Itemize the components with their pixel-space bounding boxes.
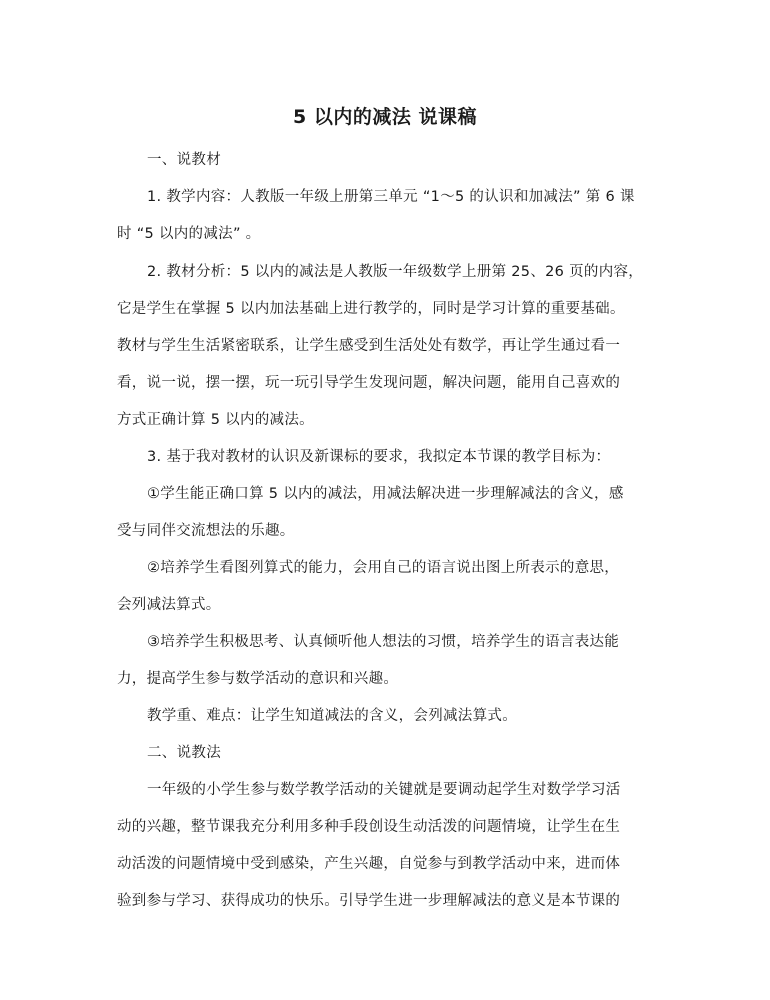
- paragraph-line: 3. 基于我对教材的认识及新课标的要求，我拟定本节课的教学目标为：: [147, 449, 611, 465]
- paragraph-line: 教学重、难点：让学生知道减法的含义，会列减法算式。: [147, 708, 517, 724]
- paragraph-line: 验到参与学习、获得成功的快乐。引导学生进一步理解减法的意义是本节课的: [117, 893, 621, 909]
- paragraph-line: 力，提高学生参与数学活动的意识和兴趣。: [117, 671, 399, 687]
- paragraph-line: ①学生能正确口算 5 以内的减法，用减法解决进一步理解减法的含义，感: [147, 486, 624, 502]
- paragraph-line: 动的兴趣，整节课我充分利用多种手段创设生动活泼的问题情境，让学生在生: [117, 819, 621, 835]
- section-heading-teaching-material: 一、说教材: [147, 152, 221, 168]
- paragraph-line: 会列减法算式。: [117, 597, 221, 613]
- paragraph-line: 动活泼的问题情境中受到感染，产生兴趣，自觉参与到教学活动中来，进而体: [117, 856, 621, 872]
- paragraph-line: 教材与学生生活紧密联系，让学生感受到生活处处有数学，再让学生通过看一: [117, 338, 621, 354]
- paragraph-line: ②培养学生看图列算式的能力，会用自己的语言说出图上所表示的意思，: [147, 560, 620, 576]
- paragraph-line: 方式正确计算 5 以内的减法。: [117, 412, 314, 428]
- paragraph-line: 看，说一说，摆一摆，玩一玩引导学生发现问题，解决问题，能用自己喜欢的: [117, 375, 621, 391]
- paragraph-line: 一年级的小学生参与数学教学活动的关键就是要调动起学生对数学学习活: [147, 782, 621, 798]
- page-title: 5 以内的减法 说课稿: [293, 106, 477, 128]
- paragraph-line: 2. 教材分析：5 以内的减法是人教版一年级数学上册第 25、26 页的内容，: [147, 264, 644, 280]
- paragraph-line: ③培养学生积极思考、认真倾听他人想法的习惯，培养学生的语言表达能: [147, 634, 620, 650]
- paragraph-line: 它是学生在掌握 5 以内加法基础上进行教学的，同时是学习计算的重要基础。: [117, 301, 625, 317]
- paragraph-line: 受与同伴交流想法的乐趣。: [117, 523, 295, 539]
- paragraph-line: 1. 教学内容：人教版一年级上册第三单元 “1～5 的认识和加减法” 第 6 课: [147, 189, 635, 205]
- section-heading-teaching-method: 二、说教法: [147, 745, 221, 761]
- paragraph-line: 时 “5 以内的减法” 。: [117, 226, 261, 242]
